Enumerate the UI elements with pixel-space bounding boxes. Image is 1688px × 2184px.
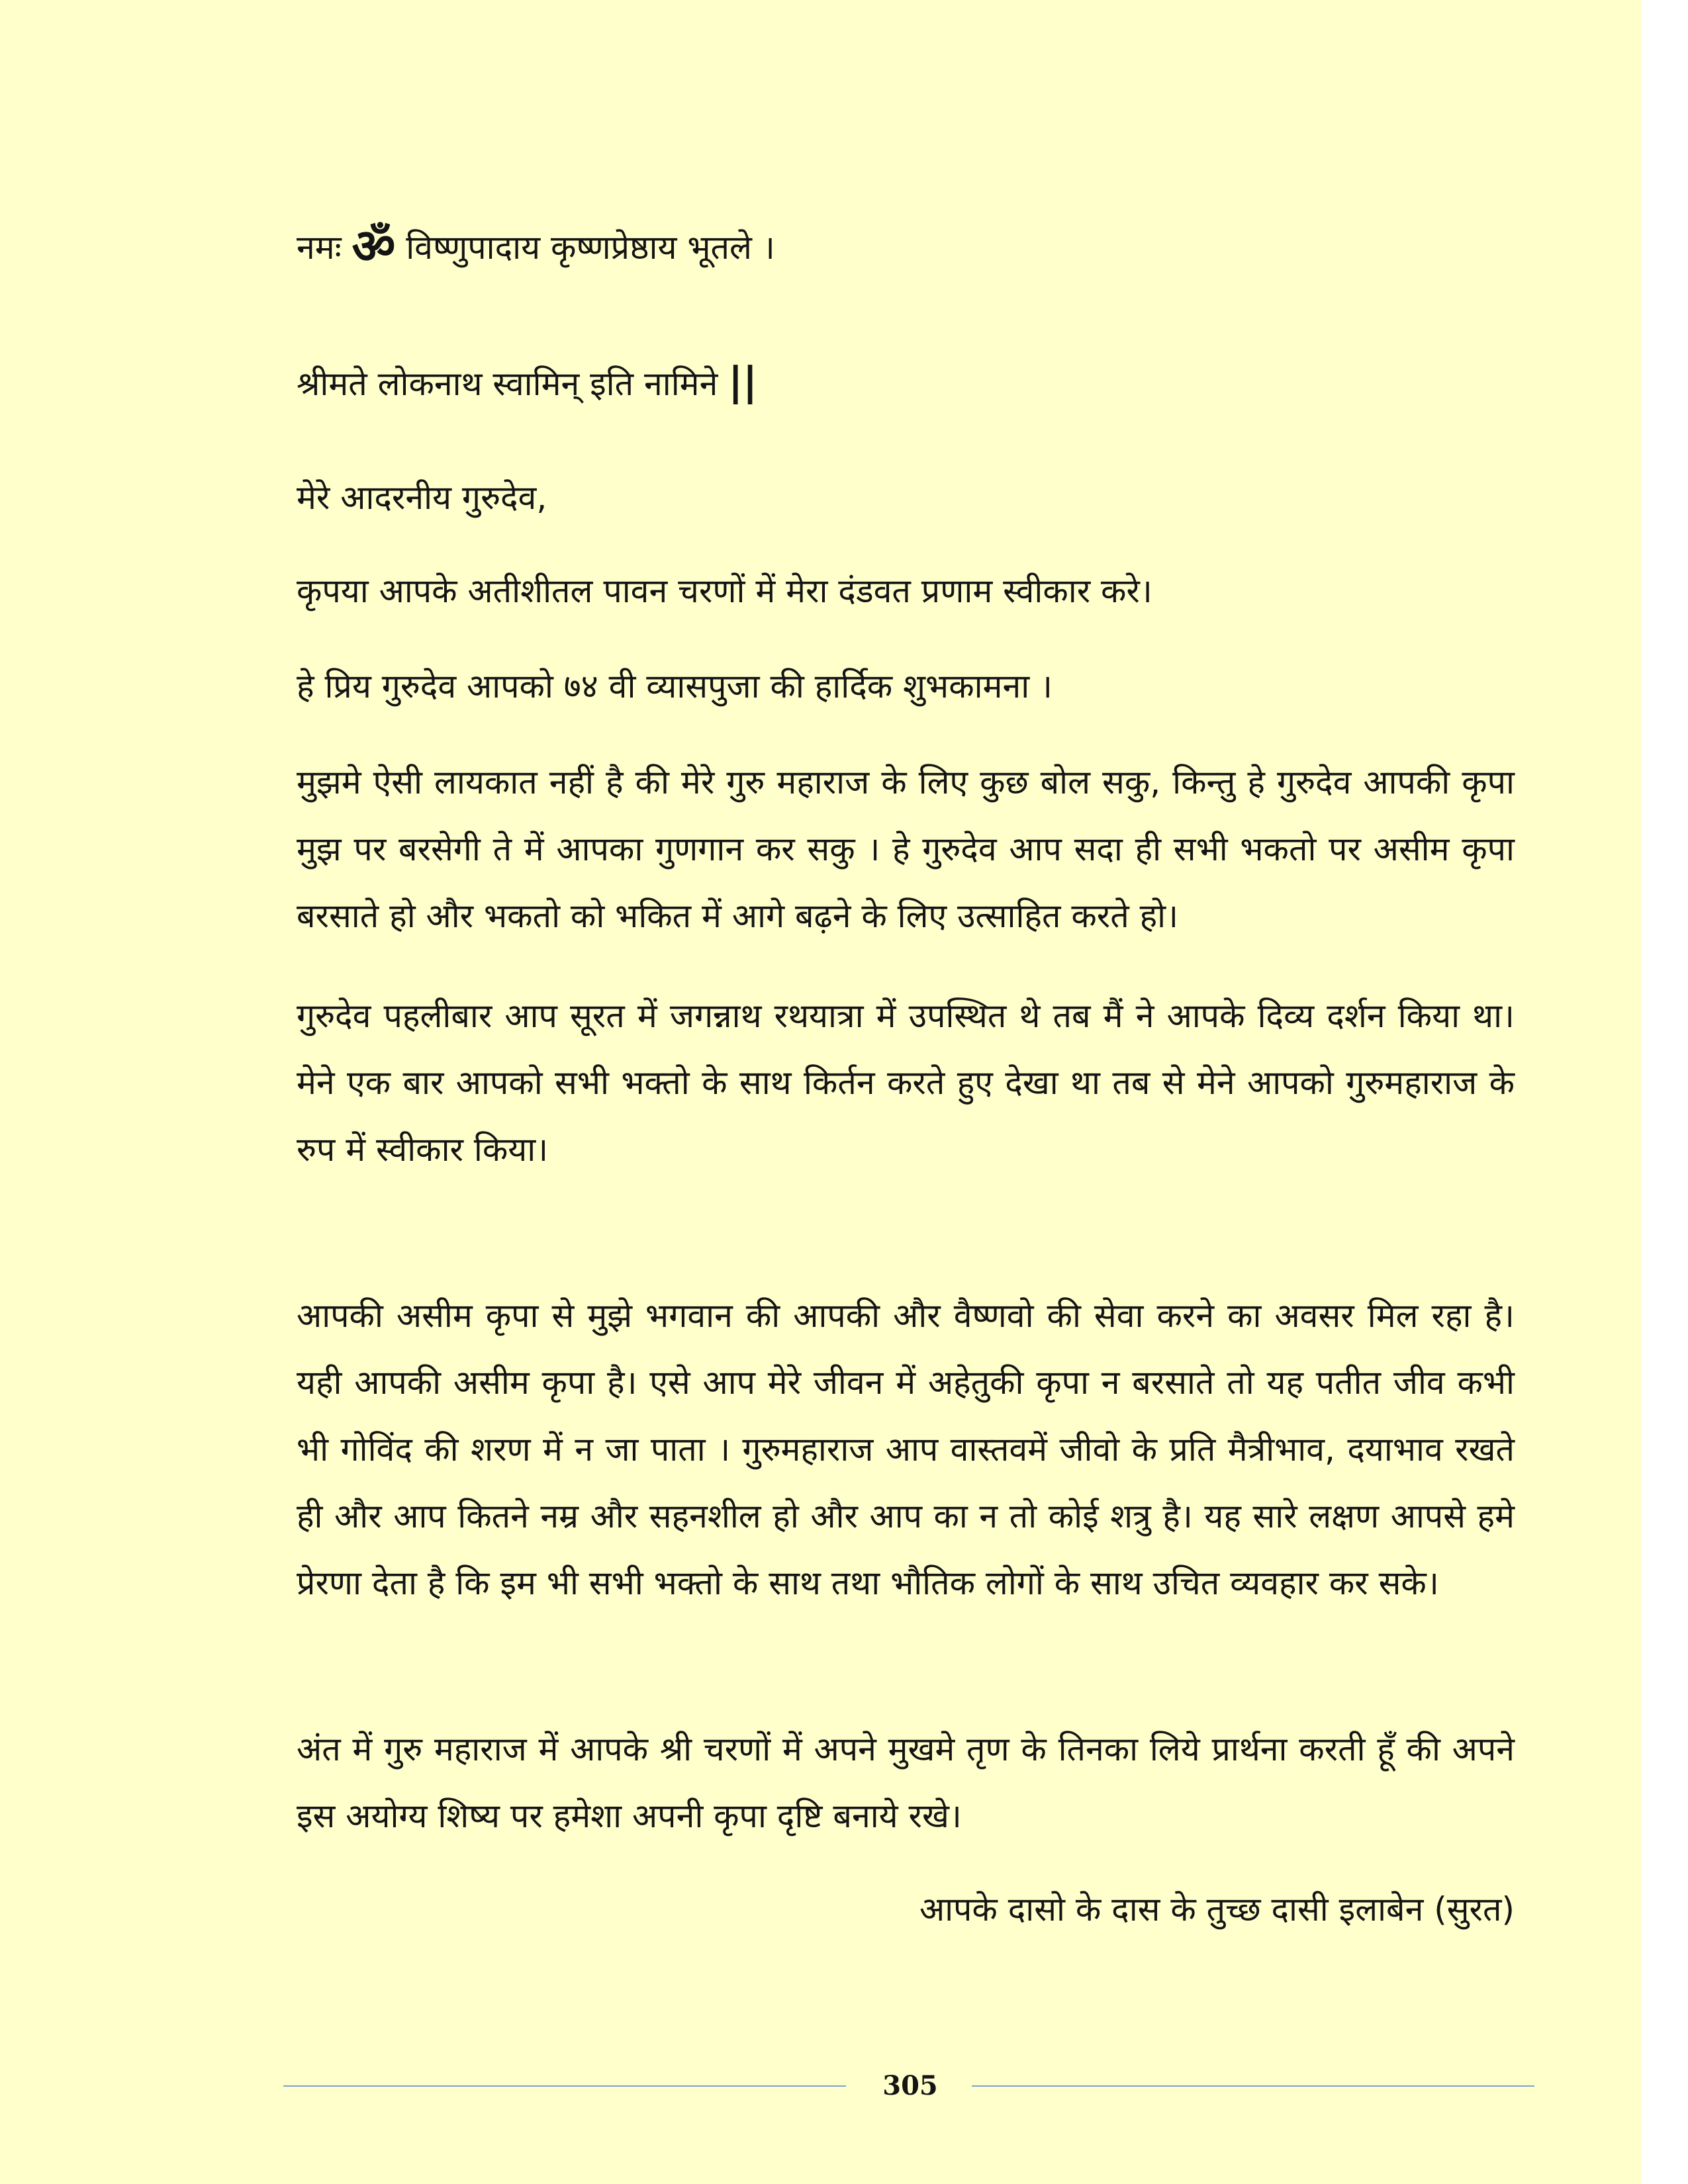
verse-line-2 [297, 359, 758, 405]
verse-line-1-start: नमः [297, 228, 342, 267]
signature: आपके दासो के दास के तुच्छ दासी इलाबेन (सुरत) [919, 1890, 1515, 1929]
salutation: मेरे आदरनीय गुरुदेव, [297, 478, 547, 517]
page-number: 305 [882, 2070, 938, 2101]
paragraph-2: गुरुदेव पहलीबार आप सूरत में जगन्नाथ रथयात्रा में उपस्थित थे तब मैं ने आपके दिव्य दर्शन किया था। मेने एक बार आपको सभी भक्तो के साथ किर्तन करते हुए देखा था तब से मेने आपको गुरुमहाराज के रुप में स्वीकार किया। [297, 997, 1515, 1169]
footer-rule-right [972, 2085, 1534, 2087]
paragraph-3: आपकी असीम कृपा से मुझे भगवान की आपकी और वैष्णवो की सेवा करने का अवसर मिल रहा है। यही आपकी असीम कृपा है। एसे आप मेरे जीवन में अहेतुकी कृपा न बरसाते तो यह पतीत जीव कभी भी गोविंद की शरण में न जा पाता । गुरुमहाराज आप वास्तवमें जीवो के प्रति मैत्रीभाव, दयाभाव रखते ही और आप कितने नम्र और सहनशील हो और आप का न तो कोई शत्रु है। यह सारे लक्षण आपसे हमे प्रेरणा देता है कि इम भी सभी भक्तो के साथ तथा भौतिक लोगों के साथ उचित व्यवहार कर सके। [297, 1297, 1515, 1602]
double-danda: || [728, 359, 758, 405]
paragraph-1: मुझमे ऐसी लायकात नहीं है की मेरे गुरु महाराज के लिए कुछ बोल सकु, किन्तु हे गुरुदेव आपकी कृपा मुझ पर बरसेगी ते में आपका गुणगान कर सकु । हे गुरुदेव आप सदा ही सभी भकतो पर असीम कृपा बरसाते हो और भकतो को भकित में आगे बढ़ने के लिए उत्साहित करते हो। [297, 763, 1515, 935]
wishes-line: हे प्रिय गुरुदेव आपको ७४ वी व्यासपुजा की हार्दिक शुभकामना । [297, 667, 1053, 705]
paragraph-4: अंत में गुरु महाराज में आपके श्री चरणों में अपने मुखमे तृण के तिनका लिये प्रार्थना करती हूँ की अपने इस अयोग्य शिष्य पर हमेशा अपनी कृपा दृष्टि बनाये रखे। [297, 1730, 1515, 1835]
footer-rule-left [283, 2085, 846, 2087]
pranam-line: कृपया आपके अतीशीतल पावन चरणों में मेरा दंडवत प्रणाम स्वीकार करे। [297, 572, 1152, 610]
verse-line-2-text: श्रीमते लोकनाथ स्वामिन् इति नामिने [297, 365, 718, 403]
verse-line-1 [297, 218, 775, 274]
verse-line-1-end: विष्णुपादाय कृष्णप्रेष्ठाय भूतले । [406, 228, 775, 267]
om-symbol: ॐ [352, 218, 396, 274]
